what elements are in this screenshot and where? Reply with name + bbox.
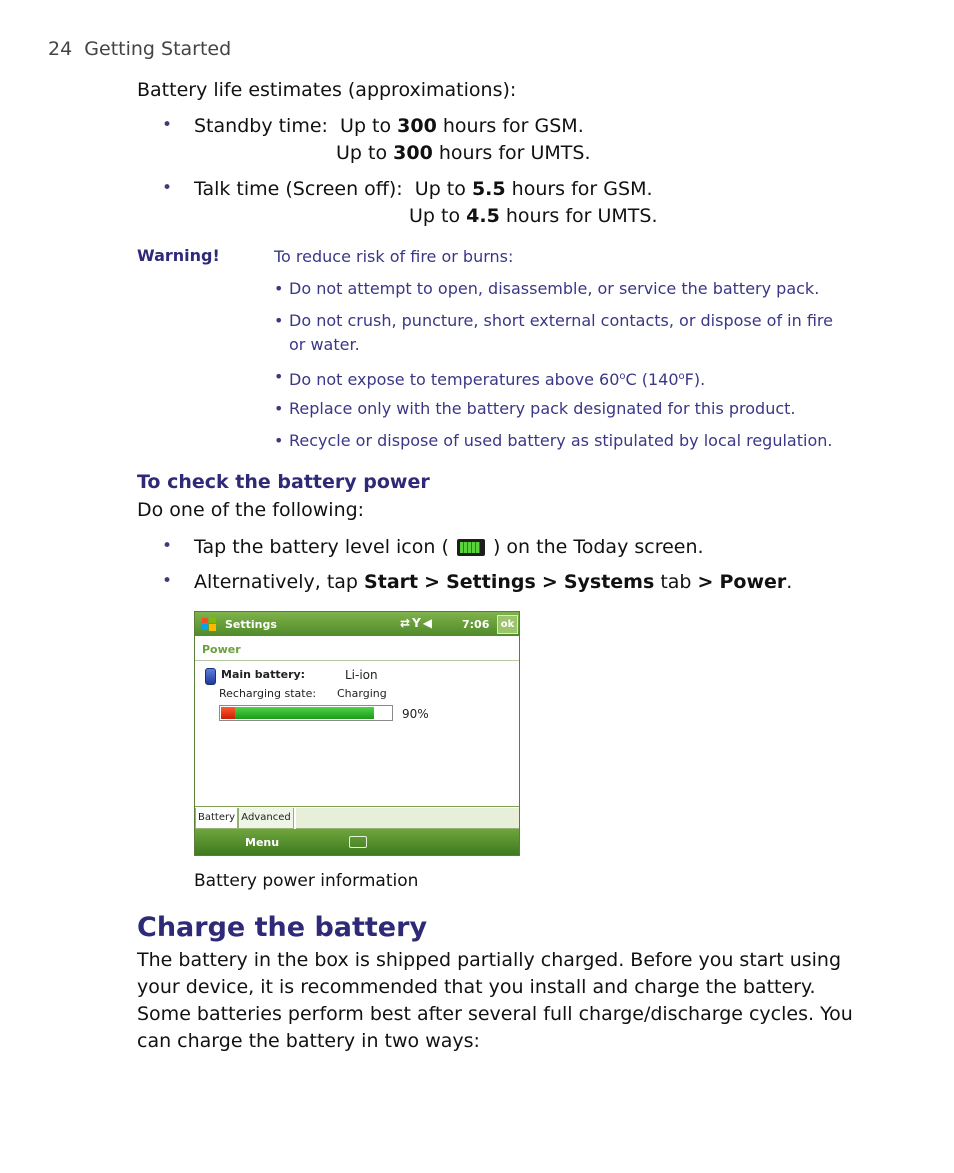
warning-item: • Do not expose to temperatures above 60$^o$C (140$^o$F). [274, 367, 706, 389]
warning-item-continued: or water. [289, 335, 360, 354]
standby-gsm-pre: Up to [340, 115, 392, 137]
section-title: Getting Started [84, 38, 232, 60]
page-number: 24 [48, 38, 73, 60]
standby-umts-post: hours for UMTS. [438, 142, 591, 164]
device-screenshot [194, 611, 520, 856]
path-separator: > [424, 571, 441, 593]
talk-gsm-post: hours for GSM. [511, 178, 653, 200]
tab-word: tab [660, 571, 692, 593]
degree-sup: o [619, 371, 626, 382]
warning-label: Warning! [137, 246, 220, 265]
talk-gsm-value: 5.5 [471, 178, 506, 200]
tab-strip [296, 808, 519, 829]
standby-umts-value: 300 [393, 142, 433, 164]
divider [195, 660, 519, 661]
settings-text: Settings [446, 571, 536, 593]
paragraph-line: your device, it is recommended that you install and charge the battery. [137, 976, 816, 998]
bullet-dot: • [162, 115, 173, 135]
check-power-heading: To check the battery power [137, 471, 430, 493]
talk-line-umts [409, 203, 658, 230]
talk-umts-pre: Up to [409, 205, 461, 227]
bullet-dot: • [162, 536, 173, 556]
standby-line-umts [336, 140, 591, 167]
standby-line-gsm [194, 113, 584, 140]
tab-battery[interactable]: Battery [195, 808, 238, 829]
tap-pre: Tap the battery level icon ( [194, 536, 449, 558]
keyboard-icon[interactable] [349, 836, 367, 848]
warning-item: • Do not attempt to open, disassemble, or service the battery pack. [274, 279, 820, 298]
charge-paragraph [137, 947, 857, 1055]
warning-intro: To reduce risk of fire or burns: [274, 247, 514, 266]
paragraph-line: Some batteries perform best after several full charge/discharge cycles. You [137, 1003, 853, 1025]
standby-gsm-value: 300 [397, 115, 437, 137]
recharging-state-value: Charging [337, 687, 387, 700]
standby-gsm-post: hours for GSM. [442, 115, 584, 137]
battery-level-start [221, 707, 235, 719]
standby-umts-pre: Up to [336, 142, 388, 164]
talk-umts-value: 4.5 [466, 205, 500, 227]
tabs-divider [195, 806, 519, 807]
warning-item-text: Do not attempt to open, disassemble, or service the battery pack. [289, 279, 820, 298]
warning-item-text: F). [684, 370, 706, 389]
path-separator: > [541, 571, 558, 593]
power-text: Power [719, 571, 787, 593]
period: . [786, 571, 793, 593]
check-power-intro: Do one of the following: [137, 499, 365, 521]
charge-heading: Charge the battery [137, 912, 428, 943]
systems-text: Systems [563, 571, 655, 593]
talk-label: Talk time (Screen off): [194, 178, 403, 200]
degree-sup: o [678, 371, 685, 382]
clock[interactable]: 7:06 [462, 618, 490, 631]
sync-icon: ⇄ [400, 616, 413, 630]
warning-item-text: Replace only with the battery pack designated for this product. [289, 399, 796, 418]
start-menu-text: Start [364, 571, 419, 593]
warning-item-text: Recycle or dispose of used battery as stipulated by local regulation. [289, 431, 833, 450]
window-title: Settings [225, 618, 277, 631]
paragraph-line: The battery in the box is shipped partially charged. Before you start using [137, 949, 842, 971]
menu-button[interactable]: Menu [245, 836, 280, 849]
alt-pre: Alternatively, tap [194, 571, 358, 593]
main-battery-value: Li-ion [345, 668, 378, 682]
figure-caption: Battery power information [194, 871, 419, 891]
windows-start-icon[interactable] [201, 616, 217, 632]
warning-item-text: C (140 [625, 370, 679, 389]
warning-item: • Recycle or dispose of used battery as stipulated by local regulation. [274, 431, 833, 450]
warning-item: • Replace only with the battery pack designated for this product. [274, 399, 796, 418]
status-icons [400, 616, 434, 630]
title-bar [195, 612, 519, 636]
warning-item-text: Do not expose to temperatures above 60 [289, 370, 620, 389]
warning-item-text: Do not crush, puncture, short external contacts, or dispose of in fire [289, 311, 833, 330]
warning-item: • Do not crush, puncture, short external contacts, or dispose of in fire [274, 311, 833, 330]
main-battery-label: Main battery: [221, 668, 306, 681]
signal-icon: Y [412, 616, 423, 630]
battery-level-percent: 90% [402, 707, 429, 721]
battery-level-icon [457, 539, 485, 556]
soft-key-bar [195, 829, 519, 855]
talk-umts-post: hours for UMTS. [505, 205, 658, 227]
paragraph-line: can charge the battery in two ways: [137, 1030, 480, 1052]
volume-icon[interactable]: ◀ [422, 616, 434, 630]
tap-post: ) on the Today screen. [492, 536, 704, 558]
recharging-state-label: Recharging state: [219, 687, 317, 700]
standby-label: Standby time: [194, 115, 328, 137]
tap-icon-instruction [194, 534, 704, 561]
main-battery-icon [205, 668, 216, 685]
battery-level-bar [219, 705, 393, 721]
power-section-label: Power [202, 643, 241, 656]
tab-advanced[interactable]: Advanced [238, 808, 294, 829]
page-header [48, 38, 231, 60]
talk-gsm-pre: Up to [414, 178, 466, 200]
bullet-dot: • [162, 178, 173, 198]
battery-level-fill [221, 707, 374, 719]
battery-life-intro: Battery life estimates (approximations): [137, 79, 517, 101]
talk-line-gsm [194, 176, 653, 203]
bullet-dot: • [162, 571, 173, 591]
path-separator: > [697, 571, 714, 593]
alternative-instruction [194, 569, 792, 596]
ok-button[interactable]: ok [497, 615, 518, 634]
